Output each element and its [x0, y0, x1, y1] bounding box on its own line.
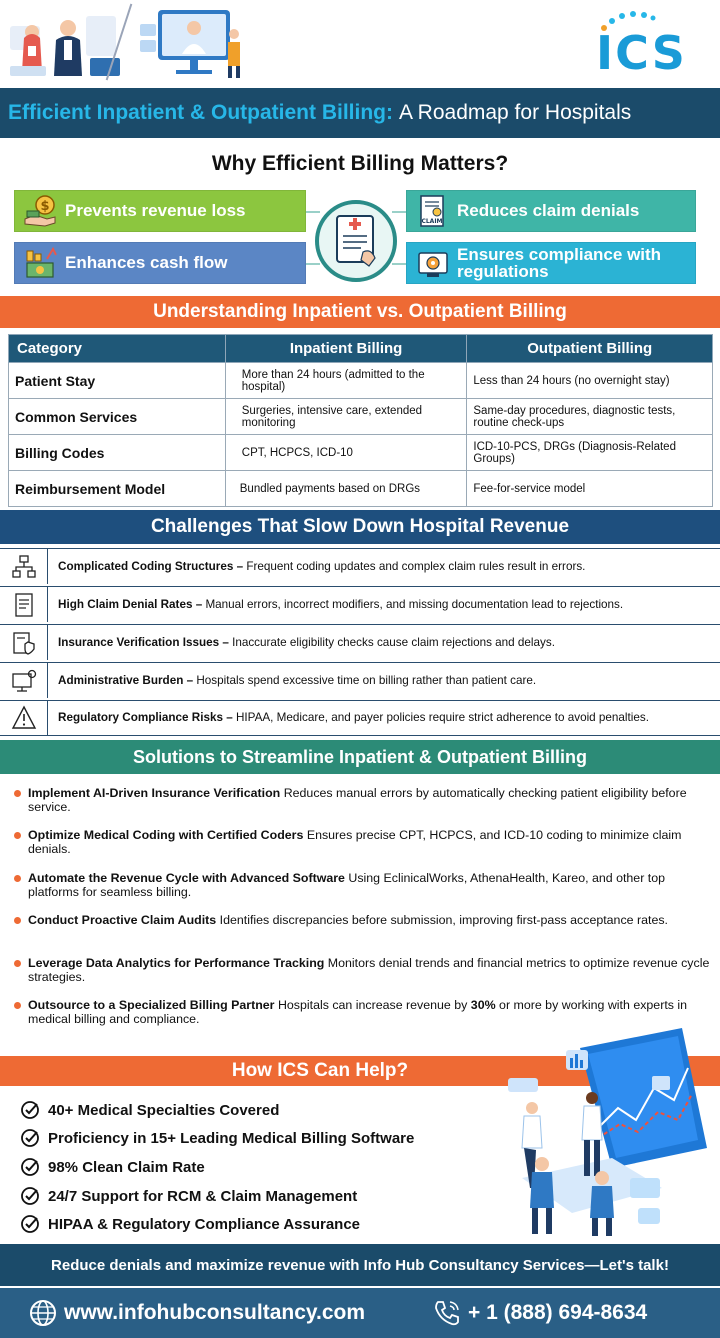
challenge-text: Frequent coding updates and complex claim rules result in errors.: [243, 559, 586, 573]
help-item: [20, 1128, 414, 1148]
table-cell: Common Services: [9, 399, 226, 435]
header: [0, 0, 720, 88]
solution-text: Monitors denial trends and financial metrics to optimize revenue cycle strategies.: [28, 956, 710, 984]
connector-line: [392, 211, 406, 213]
cash-stack-icon: [23, 245, 59, 281]
solution-highlight: 30%: [470, 998, 496, 1012]
title-rest: A Roadmap for Hospitals: [398, 101, 632, 124]
solutions-heading: Solutions to Streamline Inpatient & Outpatient Billing: [132, 746, 587, 767]
solutions-heading-bar: [0, 740, 720, 774]
challenge-title: Complicated Coding Structures –: [58, 559, 244, 573]
solution-item: [14, 871, 714, 899]
challenges-heading: Challenges That Slow Down Hospital Revenue: [150, 516, 570, 537]
table-row: [9, 399, 713, 435]
help-item: [20, 1186, 357, 1206]
help-item-label: 40+ Medical Specialties Covered: [48, 1101, 280, 1119]
challenge-title: Insurance Verification Issues –: [58, 635, 229, 649]
table-cell: More than 24 hours (admitted to the hospital): [225, 363, 467, 399]
solution-text: Hospitals can increase revenue by: [274, 998, 471, 1012]
solution-item: [14, 956, 714, 984]
table-cell: Reimbursement Model: [9, 471, 226, 507]
challenge-row: [0, 586, 720, 622]
check-circle-icon: [20, 1100, 40, 1120]
solution-title: Leverage Data Analytics for Performance Tracking: [28, 956, 325, 970]
solution-title: Implement AI-Driven Insurance Verification: [28, 786, 281, 800]
solution-title: Automate the Revenue Cycle with Advanced Software: [28, 871, 345, 885]
money-hand-icon: [23, 193, 59, 229]
medical-document-icon: [319, 204, 393, 278]
table-row: [9, 435, 713, 471]
comparison-table: [8, 334, 713, 507]
bullet-dot: [14, 832, 21, 839]
help-item: [20, 1100, 279, 1120]
solution-item: [14, 998, 714, 1026]
challenge-row: [0, 548, 720, 584]
challenges-heading-bar: [0, 510, 720, 544]
table-cell: Patient Stay: [9, 363, 226, 399]
benefit-reduces-claim-denials: [406, 190, 696, 232]
challenge-title: Administrative Burden –: [58, 673, 194, 687]
table-cell: Bundled payments based on DRGs: [225, 471, 467, 507]
benefit-prevents-revenue-loss: [14, 190, 306, 232]
solution-text: or more by working with experts in medical billing and compliance.: [28, 998, 688, 1026]
logo[interactable]: ICS: [596, 26, 687, 80]
solution-title: Conduct Proactive Claim Audits: [28, 913, 217, 927]
connector-line: [306, 211, 320, 213]
claim-tag: CLAIM: [421, 218, 443, 225]
table-row: [9, 363, 713, 399]
solution-item: [14, 913, 714, 927]
challenge-text: Inaccurate eligibility checks cause claim rejections and delays.: [228, 635, 555, 649]
solution-text: Reduces manual errors by automatically checking patient eligibility before service.: [28, 786, 687, 814]
help-item-label: 24/7 Support for RCM & Claim Management: [48, 1187, 358, 1205]
solution-title: Optimize Medical Coding with Certified Coders: [28, 828, 304, 842]
solution-title: Outsource to a Specialized Billing Partner: [28, 998, 275, 1012]
title-highlight: Efficient Inpatient & Outpatient Billing:: [8, 101, 393, 124]
admin-computer-icon: [11, 668, 37, 694]
bullet-dot: [14, 875, 21, 882]
cta-text: Reduce denials and maximize revenue with Info Hub Consultancy Services—Let's talk!: [51, 1256, 669, 1274]
help-heading: How ICS Can Help?: [231, 1060, 409, 1081]
benefit-enhances-cash-flow: [14, 242, 306, 284]
page-title: [0, 88, 720, 138]
solution-text: Identifies discrepancies before submission, improving first-pass acceptance rates.: [216, 913, 668, 927]
globe-icon: [28, 1298, 58, 1328]
understanding-heading-bar: [0, 296, 720, 328]
website-text: www.infohubconsultancy.com: [64, 1301, 366, 1324]
svg-text:$: $: [40, 199, 50, 214]
table-cell: Less than 24 hours (no overnight stay): [467, 363, 713, 399]
compliance-gear-icon: [415, 245, 451, 281]
challenge-row: [0, 700, 720, 736]
check-circle-icon: [20, 1214, 40, 1234]
column-header: Inpatient Billing: [225, 335, 467, 363]
benefit-label: Enhances cash flow: [65, 253, 228, 272]
column-header: Category: [9, 335, 226, 363]
understanding-heading: Understanding Inpatient vs. Outpatient Billing: [153, 301, 567, 322]
insurance-shield-icon: [11, 630, 37, 656]
table-cell: Surgeries, intensive care, extended monitoring: [225, 399, 467, 435]
help-item: [20, 1157, 205, 1177]
bullet-dot: [14, 790, 21, 797]
table-cell: Fee-for-service model: [467, 471, 713, 507]
challenge-row: [0, 624, 720, 660]
solution-item: [14, 828, 714, 856]
check-circle-icon: [20, 1128, 40, 1148]
benefit-label: Reduces claim denials: [457, 201, 640, 220]
help-item-label: 98% Clean Claim Rate: [48, 1158, 205, 1176]
benefit-label: Prevents revenue loss: [65, 201, 246, 220]
table-cell: CPT, HCPCS, ICD-10: [225, 435, 467, 471]
check-circle-icon: [20, 1157, 40, 1177]
table-row: [9, 471, 713, 507]
table-cell: Billing Codes: [9, 435, 226, 471]
table-header-row: [9, 335, 713, 363]
challenge-row: [0, 662, 720, 698]
challenge-text: Manual errors, incorrect modifiers, and missing documentation lead to rejections.: [202, 597, 624, 611]
challenge-text: Hospitals spend excessive time on billing rather than patient care.: [193, 673, 537, 687]
solution-text: Ensures precise CPT, HCPCS, and ICD-10 coding to minimize claim denials.: [28, 828, 682, 856]
call-to-action[interactable]: [0, 1244, 720, 1286]
why-heading: Why Efficient Billing Matters?: [211, 152, 509, 175]
phone-link[interactable]: [432, 1298, 647, 1328]
doctors-illustration-icon: [6, 6, 124, 80]
solution-text: Using EclinicalWorks, AthenaHealth, Kareo, and other top platforms for seamless billing.: [28, 871, 665, 899]
check-circle-icon: [20, 1186, 40, 1206]
benefit-label: Ensures compliance with regulations: [457, 245, 662, 281]
challenge-title: High Claim Denial Rates –: [58, 597, 203, 611]
coding-network-icon: [11, 554, 37, 580]
website-link[interactable]: [28, 1298, 365, 1328]
challenge-title: Regulatory Compliance Risks –: [58, 711, 233, 724]
telemedicine-illustration-icon: [140, 4, 244, 80]
bullet-dot: [14, 960, 21, 967]
bullet-dot: [14, 1002, 21, 1009]
contact-footer: [0, 1288, 720, 1338]
help-item-label: Proficiency in 15+ Leading Medical Billing Software: [48, 1129, 415, 1147]
challenge-text: HIPAA, Medicare, and payer policies require strict adherence to avoid penalties.: [232, 711, 649, 724]
help-item-label: HIPAA & Regulatory Compliance Assurance: [48, 1215, 361, 1233]
phone-icon: [432, 1298, 462, 1328]
bullet-dot: [14, 917, 21, 924]
table-cell: Same-day procedures, diagnostic tests, routine check-ups: [467, 399, 713, 435]
center-badge: [315, 200, 397, 282]
benefit-ensures-compliance: [406, 242, 696, 284]
claim-document-icon: [11, 592, 37, 618]
analytics-team-illustration-icon: [502, 1028, 712, 1238]
warning-triangle-icon: [11, 705, 37, 731]
column-header: Outpatient Billing: [467, 335, 713, 363]
phone-text: + 1 (888) 694-8634: [468, 1301, 648, 1324]
connector-line: [392, 263, 406, 265]
help-item: [20, 1214, 360, 1234]
claim-form-icon: [415, 193, 451, 229]
solution-item: [14, 786, 714, 814]
connector-line: [306, 263, 320, 265]
table-cell: ICD-10-PCS, DRGs (Diagnosis-Related Groups): [467, 435, 713, 471]
